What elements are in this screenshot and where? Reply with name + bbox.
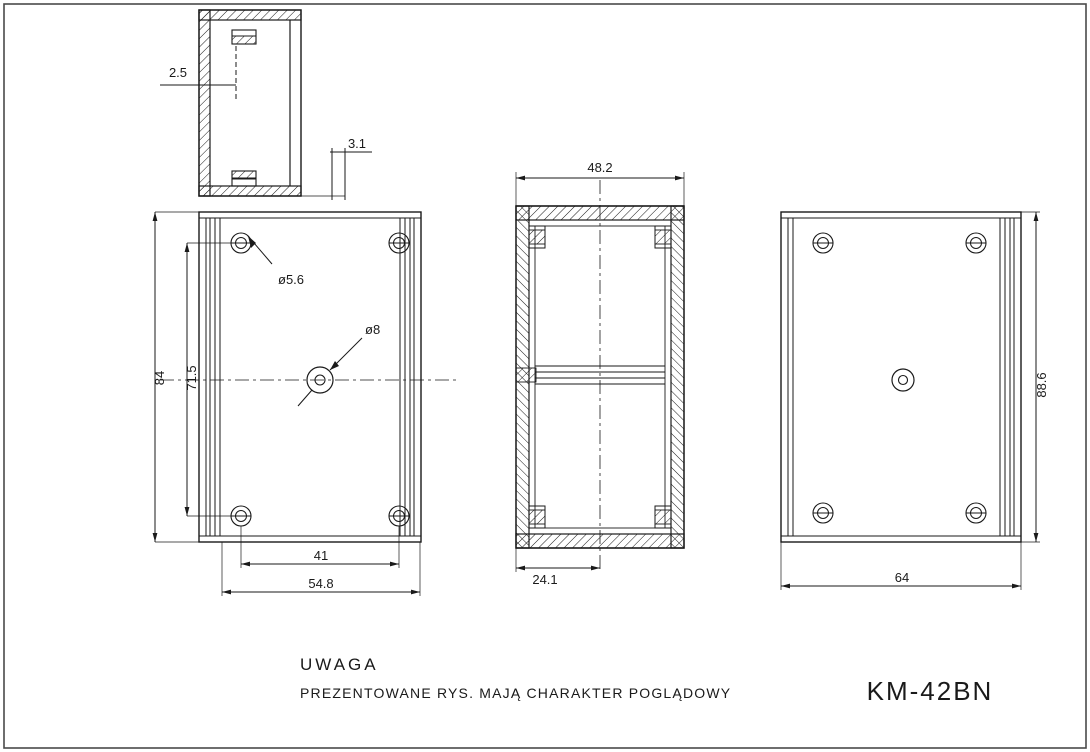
dim-54-8: 54.8 [308,576,334,591]
dim-hole-5-6: ø5.6 [278,272,305,287]
dim-hole-8: ø8 [365,322,381,337]
screw-bottom-left [231,506,251,526]
dim-64: 64 [894,570,910,585]
rear-screw-bottom-right [966,503,986,523]
screw-top-right [389,233,409,253]
part-code: KM-42BN [866,676,994,706]
dim-84: 84 [152,370,167,386]
rear-screw-top-right [966,233,986,253]
dim-71-5: 71.5 [184,365,199,391]
dim-41: 41 [313,548,329,563]
screw-bottom-right [389,506,409,526]
rear-view [781,212,1049,590]
note-title: UWAGA [300,655,379,674]
dim-3-1: 3.1 [347,136,367,151]
dim-24-1: 24.1 [532,572,558,587]
front-view [152,212,460,596]
note-body: PREZENTOWANE RYS. MAJĄ CHARAKTER POGLĄDOWY [300,685,732,701]
rear-screw-top-left [813,233,833,253]
dim-88-6: 88.6 [1034,372,1049,398]
side-section-view [516,160,684,587]
top-section-view [160,10,372,200]
rear-centre-hole [892,369,914,391]
rear-screw-bottom-left [813,503,833,523]
dim-2-5: 2.5 [168,65,188,80]
dim-48-2: 48.2 [587,160,613,175]
